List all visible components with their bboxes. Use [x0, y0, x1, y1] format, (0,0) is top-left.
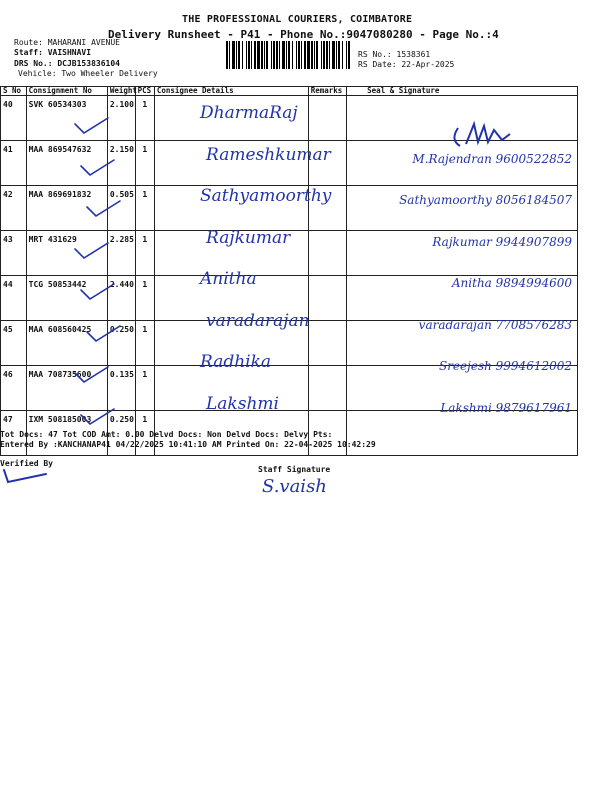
check-mark-icon [78, 281, 118, 303]
consignee-handwritten: DharmaRaj [200, 103, 298, 123]
cell-sno: 47 [1, 411, 27, 456]
seal-signature-handwritten: Rajkumar 9944907899 [432, 234, 572, 249]
seal-signature-handwritten: Lakshmi 9879617961 [440, 400, 572, 415]
seal-scribble-icon [448, 120, 518, 150]
consignee-handwritten: Anitha [200, 269, 257, 289]
seal-signature-handwritten: Sathyamoorthy 8056184507 [399, 193, 572, 207]
col-header-sno: S No [1, 87, 27, 96]
check-mark-icon [72, 364, 112, 386]
verified-by-label: Verified By [0, 459, 53, 468]
entered-by-line: Entered By :KANCHANAP41 04/22/2025 10:41:10 AM Printed On: 22-04-2025 10:42:29 [0, 440, 376, 449]
staff-signature-hand: S.vaish [262, 476, 327, 497]
cell-weight: 0.250 [107, 321, 135, 366]
table-header-row [1, 87, 578, 96]
cell-weight: 0.135 [107, 366, 135, 411]
cell-consignment: SVK 60534303 [26, 96, 107, 141]
cell-weight: 0.505 [107, 186, 135, 231]
rs-number: RS No.: 1538361 [358, 50, 431, 59]
barcode [226, 41, 352, 69]
rs-date: RS Date: 22-Apr-2025 [358, 60, 455, 69]
cell-pcs: 1 [135, 96, 154, 141]
cell-remarks [308, 321, 346, 366]
cell-pcs: 1 [135, 276, 154, 321]
consignee-handwritten: Radhika [200, 352, 272, 372]
cell-sno: 45 [1, 321, 27, 366]
cell-consignment: TCG 50853442 [26, 276, 107, 321]
cell-sno: 43 [1, 231, 27, 276]
cell-consignment: MAA 869691832 [26, 186, 107, 231]
totals-line: Tot Docs: 47 Tot COD Amt: 0.00 Delvd Docs: Non Delvd Docs: Delvy Pts: [0, 430, 333, 439]
cell-weight: 2.285 [107, 231, 135, 276]
check-mark-icon [72, 240, 112, 262]
cell-remarks [308, 96, 346, 141]
consignee-handwritten: Rajkumar [206, 227, 291, 248]
cell-consignment: IXM 508185003 [26, 411, 107, 456]
seal-signature-handwritten: Sreejesh 9994612002 [438, 359, 572, 373]
cell-pcs: 1 [135, 411, 154, 456]
check-mark-icon [78, 157, 118, 179]
runsheet-title: Delivery Runsheet - P41 - Phone No.:9047080280 - Page No.:4 [108, 28, 499, 41]
consignee-handwritten: Lakshmi [206, 393, 279, 414]
cell-pcs: 1 [135, 186, 154, 231]
cell-consignment: MAA 708735600 [26, 366, 107, 411]
company-name: THE PROFESSIONAL COURIERS, COIMBATORE [182, 14, 413, 25]
cell-pcs: 1 [135, 321, 154, 366]
consignee-handwritten: varadarajan [206, 310, 310, 331]
cell-remarks [308, 276, 346, 321]
seal-signature-handwritten: M.Rajendran 9600522852 [412, 151, 572, 166]
consignee-handwritten: Rameshkumar [206, 144, 331, 165]
cell-consignment: MRT 431629 [26, 231, 107, 276]
col-header-seal: Seal & Signature [347, 87, 578, 96]
staff-label: Staff: VAISHNAVI [14, 48, 92, 57]
seal-signature-handwritten: Anitha 9894994600 [451, 276, 572, 290]
cell-remarks [308, 366, 346, 411]
cell-sno: 41 [1, 141, 27, 186]
check-mark-icon [84, 323, 124, 345]
staff-signature-label: Staff Signature [258, 465, 331, 474]
cell-seal [347, 411, 578, 456]
col-header-consignment: Consignment No [26, 87, 107, 96]
cell-sno: 44 [1, 276, 27, 321]
col-header-consignee: Consignee Details [154, 87, 308, 96]
seal-signature-handwritten: varadarajan 7708576283 [418, 317, 572, 332]
cell-remarks [308, 231, 346, 276]
cell-pcs: 1 [135, 231, 154, 276]
col-header-remarks: Remarks [308, 87, 346, 96]
check-mark-icon [72, 115, 112, 137]
check-mark-icon [84, 198, 124, 220]
check-mark-icon [78, 406, 118, 428]
col-header-pcs: PCS [135, 87, 154, 96]
verified-signature-mark [0, 466, 50, 486]
cell-consignment: MAA 608560425 [26, 321, 107, 366]
cell-weight: 2.150 [107, 141, 135, 186]
cell-weight: 0.250 [107, 411, 135, 456]
cell-sno: 42 [1, 186, 27, 231]
cell-weight: 2.100 [107, 96, 135, 141]
consignee-handwritten: Sathyamoorthy [200, 186, 332, 206]
drs-number: DRS No.: DCJB153836104 [14, 59, 120, 68]
vehicle-label: Vehicle: Two Wheeler Delivery [18, 69, 158, 78]
cell-consignment: MAA 869547632 [26, 141, 107, 186]
cell-sno: 46 [1, 366, 27, 411]
cell-weight: 2.440 [107, 276, 135, 321]
cell-pcs: 1 [135, 366, 154, 411]
route-label: Route: MAHARANI AVENUE [14, 38, 120, 47]
cell-pcs: 1 [135, 141, 154, 186]
col-header-weight: Weight [107, 87, 135, 96]
cell-sno: 40 [1, 96, 27, 141]
